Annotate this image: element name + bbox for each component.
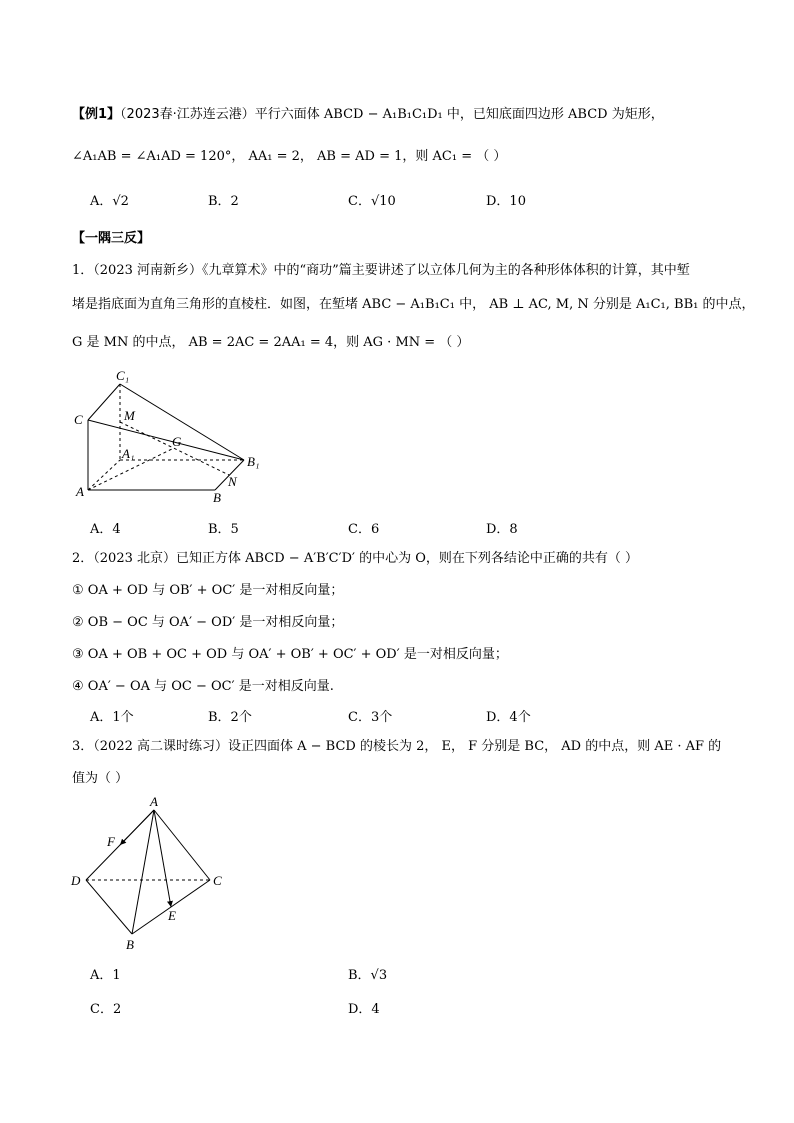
q3-line-1: 3．（2022 高二课时练习）设正四面体 A − BCD 的棱长为 2， E， F 分别是 BC， AD 的中点，则 AE · AF 的 — [72, 739, 722, 754]
label-A1: A₁ — [122, 446, 135, 461]
label-C: C — [74, 412, 83, 427]
example-line-1 — [72, 106, 664, 124]
q2-line-1: 2．（2023 北京）已知正方体 ABCD − A′B′C′D′ 的中心为 O，则在下列各结论中正确的共有（ ） — [72, 551, 639, 566]
q3-line-2: 值为（ ） — [72, 771, 129, 786]
label-A: A — [150, 796, 158, 809]
example-option-b[interactable]: B．2 — [208, 194, 239, 209]
q3-option-b[interactable]: B．√3 — [348, 968, 388, 983]
label-C: C — [213, 873, 222, 888]
edge-CC1 — [88, 384, 120, 420]
q1-option-a[interactable]: A．4 — [90, 522, 121, 537]
q2-item-1: ① OA + OD 与 OB′ + OC′ 是一对相反向量； — [72, 583, 344, 598]
q3-tetrahedron-figure — [64, 796, 244, 956]
example-option-d[interactable]: D．10 — [486, 194, 526, 209]
section-title: 【一隅三反】 — [72, 231, 151, 246]
example-source: （2023春·江苏连云港） — [120, 107, 255, 122]
q1-line-3: G 是 MN 的中点， AB = 2AC = 2AA₁ = 4，则 AG · MN = （ ） — [72, 335, 470, 350]
q1-option-b[interactable]: B．5 — [208, 522, 239, 537]
q3-option-c[interactable]: C．2 — [90, 1002, 122, 1017]
q1-option-d[interactable]: D．8 — [486, 522, 518, 537]
q2-option-d[interactable]: D．4个 — [486, 710, 531, 725]
example-option-a[interactable]: A．√2 — [90, 194, 129, 209]
q2-item-4: ④ OA′ − OA 与 OC − OC′ 是一对相反向量. — [72, 679, 334, 694]
q2-option-b[interactable]: B．2个 — [208, 710, 252, 725]
example-line-2: ∠A₁AB = ∠A₁AD = 120°， AA₁ = 2， AB = AD = 1，则 AC₁ = （ ） — [72, 149, 507, 164]
label-M: M — [124, 408, 135, 423]
q2-item-3: ③ OA + OB + OC + OD 与 OA′ + OB′ + OC′ + OD′ 是一对相反向量； — [72, 647, 508, 662]
label-D: D — [71, 873, 81, 888]
label-N: N — [228, 474, 237, 489]
q2-item-2: ② OB − OC 与 OA′ − OD′ 是一对相反向量； — [72, 615, 344, 630]
edge-CB1 — [88, 420, 244, 460]
example-text-1: 平行六面体 ABCD − A₁B₁C₁D₁ 中，已知底面四边形 ABCD 为矩形， — [254, 107, 664, 122]
q1-line-1: 1．（2023 河南新乡）《九章算术》中的“商功”篇主要讲述了以立体几何为主的各种形体体积的计算，其中堑 — [72, 263, 690, 278]
edge-AA1 — [88, 460, 120, 490]
label-C1: C₁ — [116, 368, 130, 383]
q3-option-d[interactable]: D．4 — [348, 1002, 380, 1017]
q2-option-c[interactable]: C．3个 — [348, 710, 393, 725]
q3-option-a[interactable]: A．1 — [90, 968, 121, 983]
q1-option-c[interactable]: C．6 — [348, 522, 380, 537]
label-F: F — [107, 834, 115, 849]
q1-line-2: 堵是指底面为直角三角形的直棱柱．如图，在堑堵 ABC − A₁B₁C₁ 中， AB ⊥ AC, M, N 分别是 A₁C₁, BB₁ 的中点， — [72, 297, 755, 312]
label-G: G — [172, 434, 182, 449]
q2-option-a[interactable]: A．1个 — [90, 710, 134, 725]
label-B1: B₁ — [247, 454, 260, 469]
edge-C1B1 — [120, 384, 244, 460]
vector-AE — [154, 810, 171, 907]
edge-DB — [86, 880, 132, 934]
label-A: A — [76, 484, 84, 499]
label-E: E — [168, 908, 176, 923]
label-B: B — [213, 490, 221, 505]
edge-AC — [154, 810, 210, 880]
example-option-c[interactable]: C．√10 — [348, 194, 396, 209]
example-tag: 【例1】 — [72, 107, 121, 122]
q1-prism-figure — [70, 368, 270, 508]
label-B: B — [126, 937, 134, 952]
